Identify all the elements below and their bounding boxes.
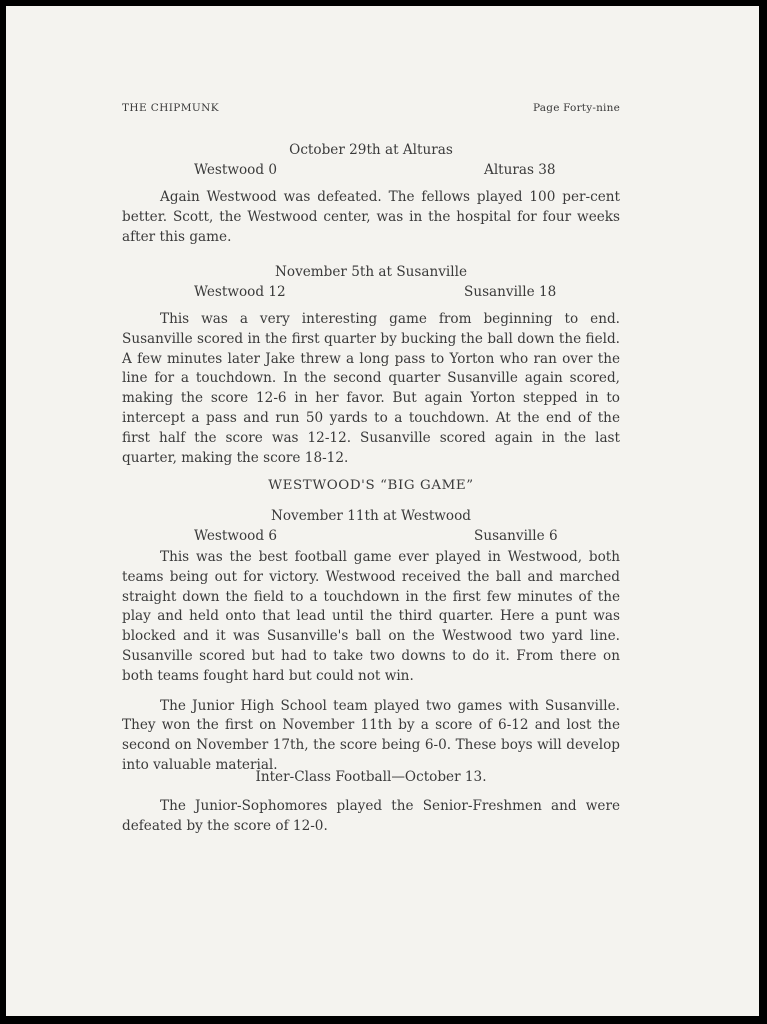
game-title: November 11th at Westwood (270, 508, 472, 524)
home-score: Westwood 6 (194, 528, 278, 544)
away-score: Susanville 6 (474, 528, 558, 544)
game-title: November 5th at Susanville (274, 264, 467, 280)
home-score: Westwood 12 (194, 284, 286, 300)
away-score: Susanville 18 (464, 284, 557, 300)
game-section-susanville (122, 262, 620, 468)
publication-title: THE CHIPMUNK (122, 102, 219, 114)
score-line (122, 282, 620, 302)
section-heading: WESTWOOD'S “BIG GAME” (268, 478, 474, 493)
game-section-alturas (122, 140, 620, 247)
game-paragraph: This was the best football game ever played in Westwood, both teams being out for victory. Westwood received the ball and marched straight down the field to a touchdown in the first few minutes of the play and held onto that lead until the third quarter. Here a punt was blocked and it was Susanville's ball on the Westwood two yard line. Susanville scored but had to take two downs to do it. From there on both teams fought hard but could not win. (122, 549, 620, 684)
score-line (122, 160, 620, 180)
inter-class-paragraph: The Junior-Sophomores played the Senior-Freshmen and were defeated by the score of 12-0. (122, 798, 620, 834)
inter-class-section (122, 767, 620, 837)
game-title: Inter-Class Football—October 13. (255, 769, 487, 785)
game-paragraph: This was a very interesting game from beginning to end. Susanville scored in the first quarter by bucking the ball down the field. A few minutes later Jake threw a long pass to Yorton who ran over the line for a touchdown. In the second quarter Susanville again scored, making the score 12-6 in her favor. But again Yorton stepped in to intercept a pass and run 50 yards to a touchdown. At the end of the first half the score was 12-12. Susanville scored again in the last quarter, making the score 18-12. (122, 311, 620, 466)
junior-high-paragraph: The Junior High School team played two games with Susanville. They won the first on November 11th by a score of 6-12 and lost the second on November 17th, the score being 6-0. These boys will develop into valuable material. (122, 697, 620, 773)
home-score: Westwood 0 (194, 162, 278, 178)
big-game-section (122, 476, 620, 776)
game-title: October 29th at Alturas (289, 142, 453, 158)
score-line (122, 526, 620, 546)
game-paragraph: Again Westwood was defeated. The fellows played 100 per-cent better. Scott, the Westwood center, was in the hospital for four weeks after this game. (122, 189, 620, 245)
page-number: Page Forty-nine (533, 102, 620, 114)
away-score: Alturas 38 (484, 162, 556, 178)
document-page (6, 6, 759, 1016)
